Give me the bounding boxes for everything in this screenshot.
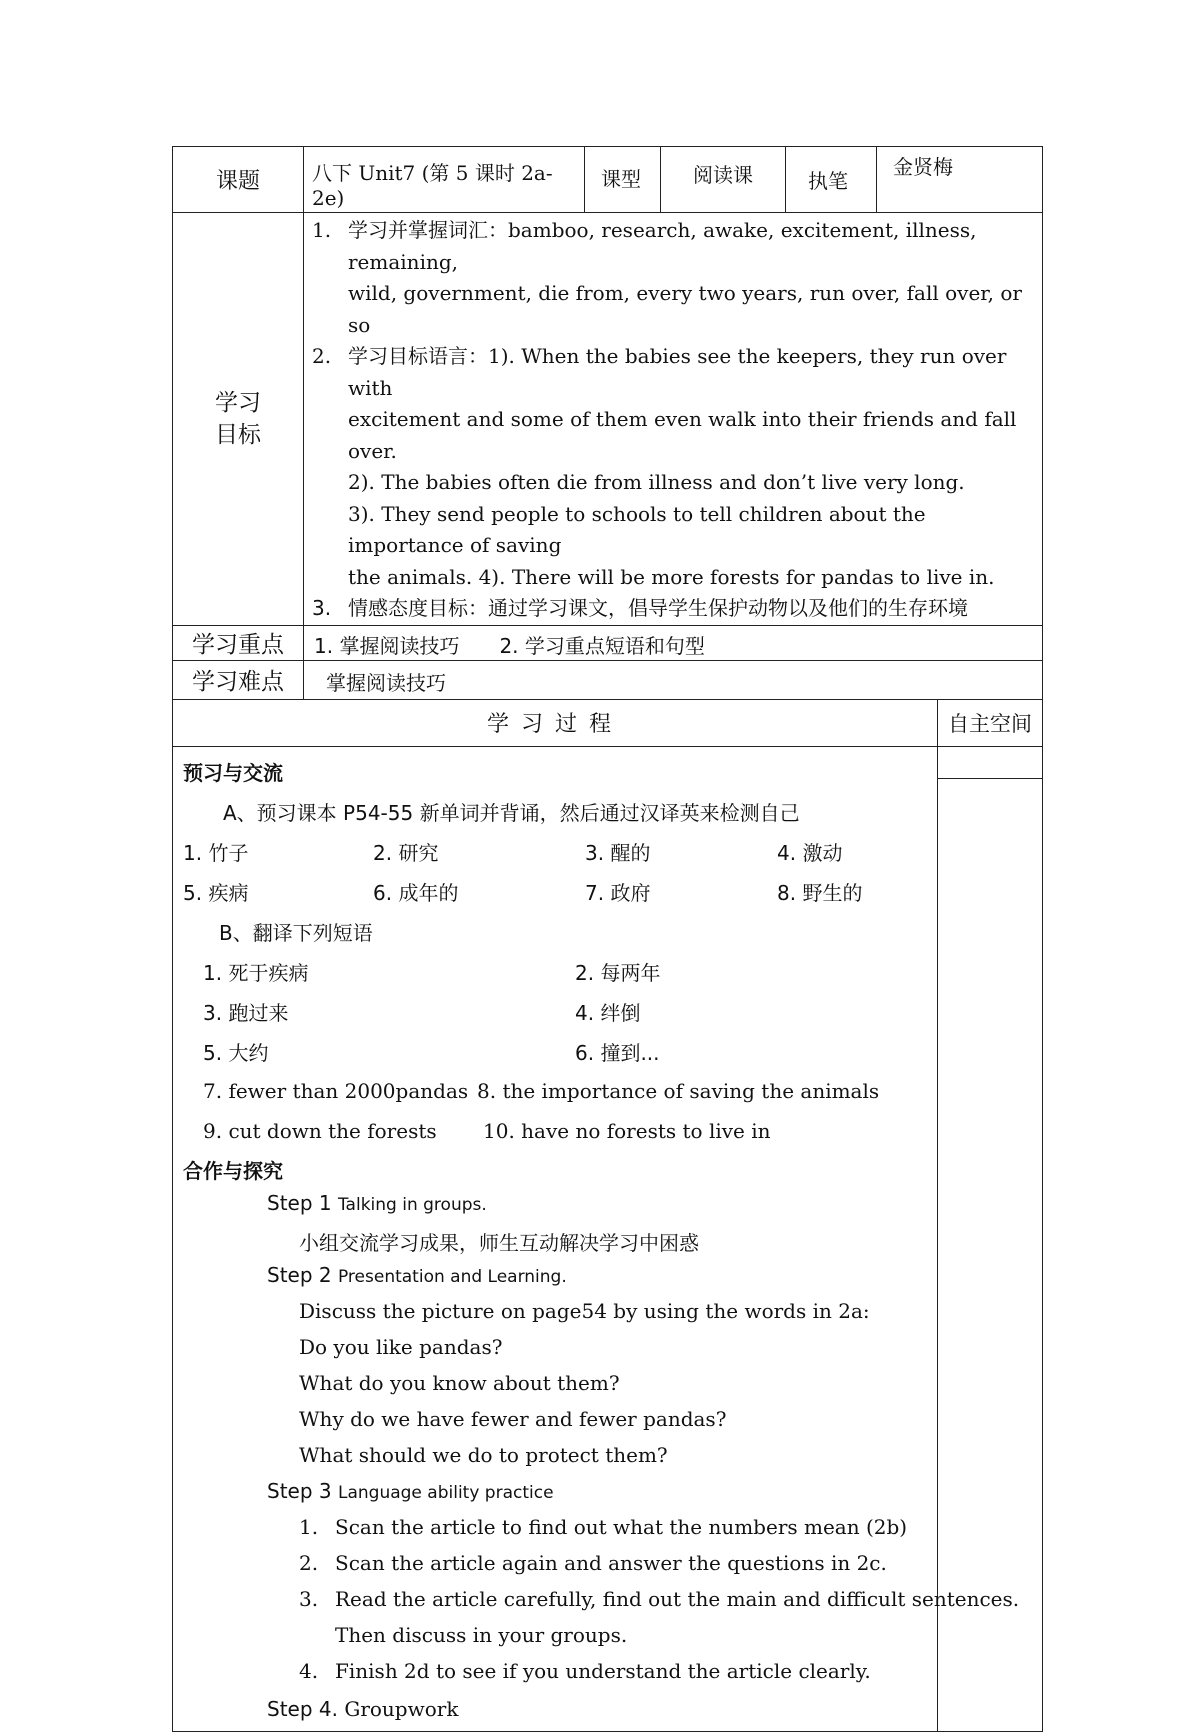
author-label: 执笔 [786,147,877,213]
step-2-heading [267,1263,567,1287]
step-2-line: What should we do to protect them? [299,1442,668,1467]
phrase-item: 2. 每两年 [575,960,661,985]
word-item: 5. 疾病 [183,880,249,905]
side-space-column [938,746,1043,1731]
objective-text: 3). They send people to schools to tell children about the importance of saving [348,501,926,557]
step-3-item [299,1659,871,1683]
key-points-value: 1. 掌握阅读技巧 2. 学习重点短语和句型 [304,625,1043,660]
process-body [173,746,1020,1731]
phrase-item: 9. cut down the forests [203,1118,437,1143]
part-a-instruction: A、预习课本 P54-55 新单词并背诵，然后通过汉译英来检测自己 [223,800,800,825]
phrase-item: 8. the importance of saving the animals [477,1078,880,1103]
step-2-line: Why do we have fewer and fewer pandas? [299,1406,727,1431]
objective-text: wild, government, die from, every two years, run over, fall over, or so [348,281,1022,337]
type-value: 阅读课 [661,147,786,213]
step-3-item [299,1587,1019,1611]
preview-heading: 预习与交流 [183,760,283,785]
objective-text: the animals. 4). There will be more forests for pandas to live in. [348,564,995,589]
word-item: 8. 野生的 [777,880,863,905]
objective-number: 3. [312,596,332,620]
step-2-line: Do you like pandas? [299,1334,503,1359]
step-2-line: What do you know about them? [299,1370,620,1395]
word-item: 1. 竹子 [183,840,249,865]
phrase-item: 1. 死于疾病 [203,960,309,985]
objective-text: 学习并掌握词汇：bamboo, research, awake, excitement, illness, remaining, [348,218,977,274]
step-1-heading [267,1191,487,1215]
step-title: Presentation and Learning. [337,1266,567,1287]
step-label: Step 1 [267,1190,332,1215]
step-3-item [299,1515,907,1539]
objective-text: 情感态度目标：通过学习课文，倡导学生保护动物以及他们的生存环境 [348,596,968,620]
step-4-heading [267,1697,458,1721]
step-title: Groupwork [344,1696,459,1721]
objective-number: 1. [312,218,332,242]
side-space-title: 自主空间 [938,699,1043,746]
objectives-label-line1: 学习 [215,389,261,416]
word-item: 3. 醒的 [585,840,651,865]
step-label: Step 4. [267,1696,338,1721]
process-body-row [173,746,1043,1731]
step-3-text: Read the article carefully, find out the main and difficult sentences. [335,1586,1020,1611]
objective-number: 2. [312,344,332,368]
lesson-plan-table [172,146,1043,1732]
lesson-plan-sheet [172,146,1042,1732]
phrase-item: 3. 跑过来 [203,1000,289,1025]
step-3-text: Scan the article again and answer the questions in 2c. [335,1550,887,1575]
phrase-item: 6. 撞到... [575,1040,660,1065]
word-item: 7. 政府 [585,880,651,905]
objectives-row [173,213,1043,626]
author-value: 金贤梅 [877,147,1043,213]
objectives-label [173,213,304,626]
topic-label: 课题 [173,147,304,213]
step-3-heading [267,1479,554,1503]
phrase-item: 5. 大约 [203,1040,269,1065]
process-title-row [173,699,1043,746]
header-row [173,147,1043,213]
step-3-item [299,1623,627,1647]
step-3-num: 4. [299,1658,319,1683]
objective-text: excitement and some of them even walk into their friends and fall over. [348,407,1017,463]
difficulty-row [173,660,1043,699]
side-space-top-cell [938,747,1042,779]
process-title: 学习过程 [173,699,938,746]
objective-item [312,341,1032,404]
type-label: 课型 [585,147,661,213]
coop-heading: 合作与探究 [183,1158,283,1183]
topic-value: 八下 Unit7 (第 5 课时 2a-2e) [304,147,585,213]
step-label: Step 2 [267,1262,332,1287]
objective-text: 2). The babies often die from illness and don’t live very long. [348,470,965,494]
objective-text: 学习目标语言：1). When the babies see the keepers, they run over with [348,344,1007,400]
step-3-text: Scan the article to find out what the numbers mean (2b) [335,1514,908,1539]
step-title: Talking in groups. [337,1194,487,1215]
key-points-row [173,625,1043,660]
objective-item [312,593,1032,625]
step-3-num: 2. [299,1550,319,1575]
step-1-text: 小组交流学习成果，师生互动解决学习中困惑 [299,1230,699,1255]
objectives-content [304,213,1043,626]
step-3-text: Finish 2d to see if you understand the article clearly. [335,1658,871,1683]
step-title: Language ability practice [337,1482,554,1503]
phrase-item: 4. 绊倒 [575,1000,641,1025]
key-points-label: 学习重点 [173,625,304,660]
word-item: 2. 研究 [373,840,439,865]
objective-item [312,215,1032,278]
step-label: Step 3 [267,1478,332,1503]
difficulty-label: 学习难点 [173,660,304,699]
word-item: 4. 激动 [777,840,843,865]
objectives-label-line2: 目标 [215,421,261,448]
phrase-item: 7. fewer than 2000pandas [203,1078,469,1103]
part-b-instruction: B、翻译下列短语 [219,920,373,945]
difficulty-value: 掌握阅读技巧 [304,660,1043,699]
step-3-text: Then discuss in your groups. [335,1622,628,1647]
step-3-num: 3. [299,1586,319,1611]
step-3-num: 1. [299,1514,319,1539]
step-3-item [299,1551,887,1575]
step-2-line: Discuss the picture on page54 by using the words in 2a: [299,1298,870,1323]
phrase-item: 10. have no forests to live in [483,1118,771,1143]
word-item: 6. 成年的 [373,880,459,905]
